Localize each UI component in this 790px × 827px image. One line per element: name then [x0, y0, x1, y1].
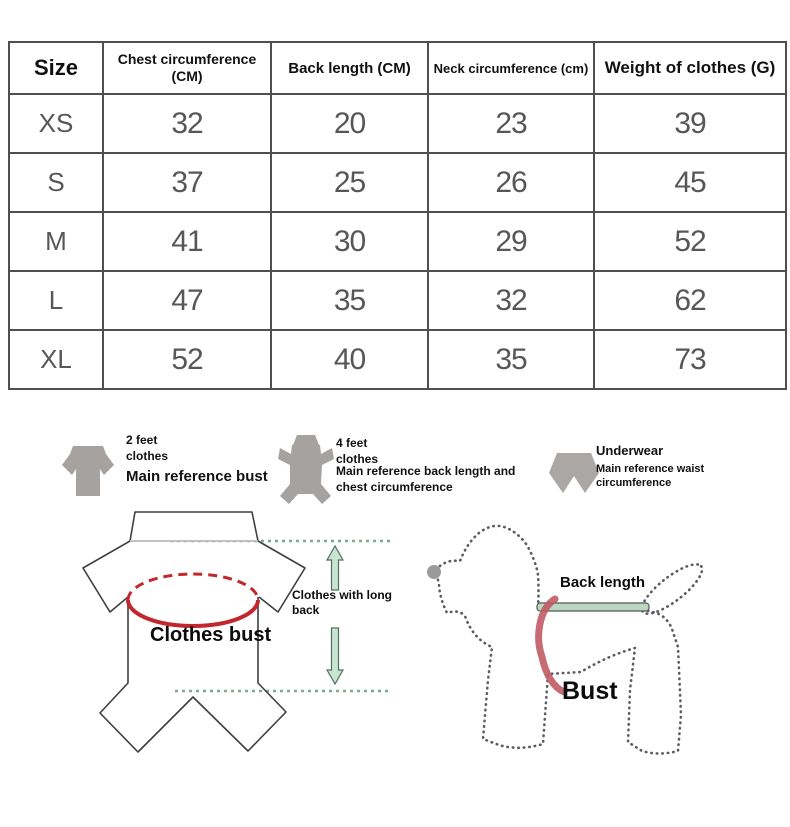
legend-note: Main reference waist circumference — [596, 463, 705, 490]
dog-back-length-label: Back length — [560, 574, 646, 591]
chest-cell: 41 — [103, 212, 271, 271]
table-header-row — [9, 42, 786, 94]
neck-cell: 26 — [428, 153, 594, 212]
size-cell: L — [9, 271, 103, 330]
bust-ellipse-solid — [128, 600, 258, 626]
four-feet-legend — [336, 436, 518, 495]
table-row-xl — [9, 330, 786, 389]
two-feet-clothes-icon — [62, 440, 114, 503]
legend-note: Main reference back length and chest circumference — [336, 464, 516, 494]
col-header-weight: Weight of clothes (G) — [594, 42, 786, 94]
legend-title: Underwear — [596, 443, 664, 458]
table-row-xs — [9, 94, 786, 153]
table-row-l — [9, 271, 786, 330]
back-cell: 40 — [271, 330, 428, 389]
neck-cell: 32 — [428, 271, 594, 330]
back-cell: 30 — [271, 212, 428, 271]
legend-note: Main reference bust — [126, 468, 268, 486]
back-cell: 25 — [271, 153, 428, 212]
weight-cell: 73 — [594, 330, 786, 389]
weight-cell: 52 — [594, 212, 786, 271]
chest-cell: 52 — [103, 330, 271, 389]
weight-cell: 62 — [594, 271, 786, 330]
size-cell: XS — [9, 94, 103, 153]
size-cell: M — [9, 212, 103, 271]
col-header-neck: Neck circumference (cm) — [428, 42, 594, 94]
back-cell: 20 — [271, 94, 428, 153]
legend-line: clothes — [126, 448, 169, 463]
table-row-m — [9, 212, 786, 271]
chest-cell: 32 — [103, 94, 271, 153]
clothes-long-back-label: Clothes with long back — [292, 588, 392, 617]
dog-bust-label: Bust — [562, 677, 618, 705]
col-header-chest: Chest circumference (CM) — [103, 42, 271, 94]
table-row-s — [9, 153, 786, 212]
dog-measure-diagram — [415, 515, 725, 810]
back-cell: 35 — [271, 271, 428, 330]
neck-cell: 23 — [428, 94, 594, 153]
chest-cell: 47 — [103, 271, 271, 330]
weight-cell: 45 — [594, 153, 786, 212]
col-header-back: Back length (CM) — [271, 42, 428, 94]
chest-cell: 37 — [103, 153, 271, 212]
clothes-bust-label: Clothes bust — [150, 624, 272, 646]
bust-ellipse-dashed — [128, 574, 258, 600]
size-cell: S — [9, 153, 103, 212]
legend-line: clothes — [336, 451, 379, 466]
two-feet-legend — [126, 433, 268, 487]
size-chart-table — [8, 41, 787, 390]
legend-line: 4 feet — [336, 436, 368, 450]
weight-cell: 39 — [594, 94, 786, 153]
size-cell: XL — [9, 330, 103, 389]
col-header-size: Size — [9, 42, 103, 94]
underwear-legend — [596, 443, 736, 491]
underwear-icon — [548, 452, 600, 501]
dog-nose — [427, 565, 441, 579]
neck-cell: 29 — [428, 212, 594, 271]
dog-outline — [436, 526, 709, 754]
legend-line: 2 feet — [126, 433, 158, 447]
neck-cell: 35 — [428, 330, 594, 389]
